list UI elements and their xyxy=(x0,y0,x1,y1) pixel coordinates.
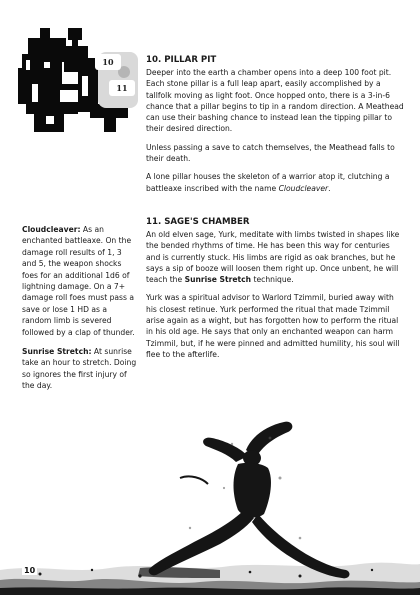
paragraph: Unless passing a save to catch themselves, the Meathead falls to their death. xyxy=(146,142,395,164)
paragraph: A lone pillar houses the skeleton of a warrior atop it, clutching a battleaxe inscribed with the name Cloudcleaver. xyxy=(146,172,390,193)
section-heading: 10. PILLAR PIT xyxy=(146,55,217,65)
paragraph: An old elven sage, Yurk, meditate with limbs twisted in shapes like the bended rhythms of time. He has been this way for centuries and is currently stuck. His limbs are rigid as oak branches, but he says a sip of booze will loosen them right up. Once unbent, he will teach the Sunrise Stretch technique. xyxy=(146,230,400,285)
section-heading: 11. SAGE'S CHAMBER xyxy=(146,217,250,227)
sunrise-stretch-note: Sunrise Stretch: At sunrise take an hour to stretch. Doing so ignores the first injury of the day. xyxy=(22,347,137,391)
weapon-name: Cloudcleaver xyxy=(278,183,329,193)
paragraph: Yurk was a spiritual advisor to Warlord Tzimmil, buried away with his closest retinue. Yurk performed the ritual that made Tzimmil arise again as a wight, but has forgotten how to perform the ritual in his old age. He says that only an enchanted weapon can harm Tzimmil, but, if he were pinned and admitted humility, his soul will flee to the afterlife. xyxy=(146,293,400,359)
dungeon-map xyxy=(18,28,142,134)
paragraph: Deeper into the earth a chamber opens into a deep 100 foot pit. Each stone pillar is a full leap apart, easily accomplished by a tallfolk moving as light foot. Once hopped onto, there is a 3-in-6 chance that a pillar begins to tip in a random direction. A Meathead can use their bashing chance to instead lean the tipping pillar to their desired direction. xyxy=(146,68,404,134)
map-room-label-11: 11 xyxy=(109,80,135,96)
ground-texture xyxy=(0,540,420,595)
section-pillar-pit xyxy=(146,54,404,201)
page-number: 10 xyxy=(24,566,36,575)
cloudcleaver-note: Cloudcleaver: As an enchanted battleaxe. On the damage roll results of 1, 3 and 5, the weapon shocks foes for an additional 1d6 of lightning damage. On a 7+ damage roll foes must pass a save or lose 1 HD as a random limb is severed followed by a clap of thunder. xyxy=(22,225,135,337)
map-room-label-10: 10 xyxy=(95,54,121,70)
technique-name: Sunrise Stretch xyxy=(184,275,252,285)
section-sages-chamber xyxy=(146,216,404,367)
sidebar-notes xyxy=(22,224,138,400)
